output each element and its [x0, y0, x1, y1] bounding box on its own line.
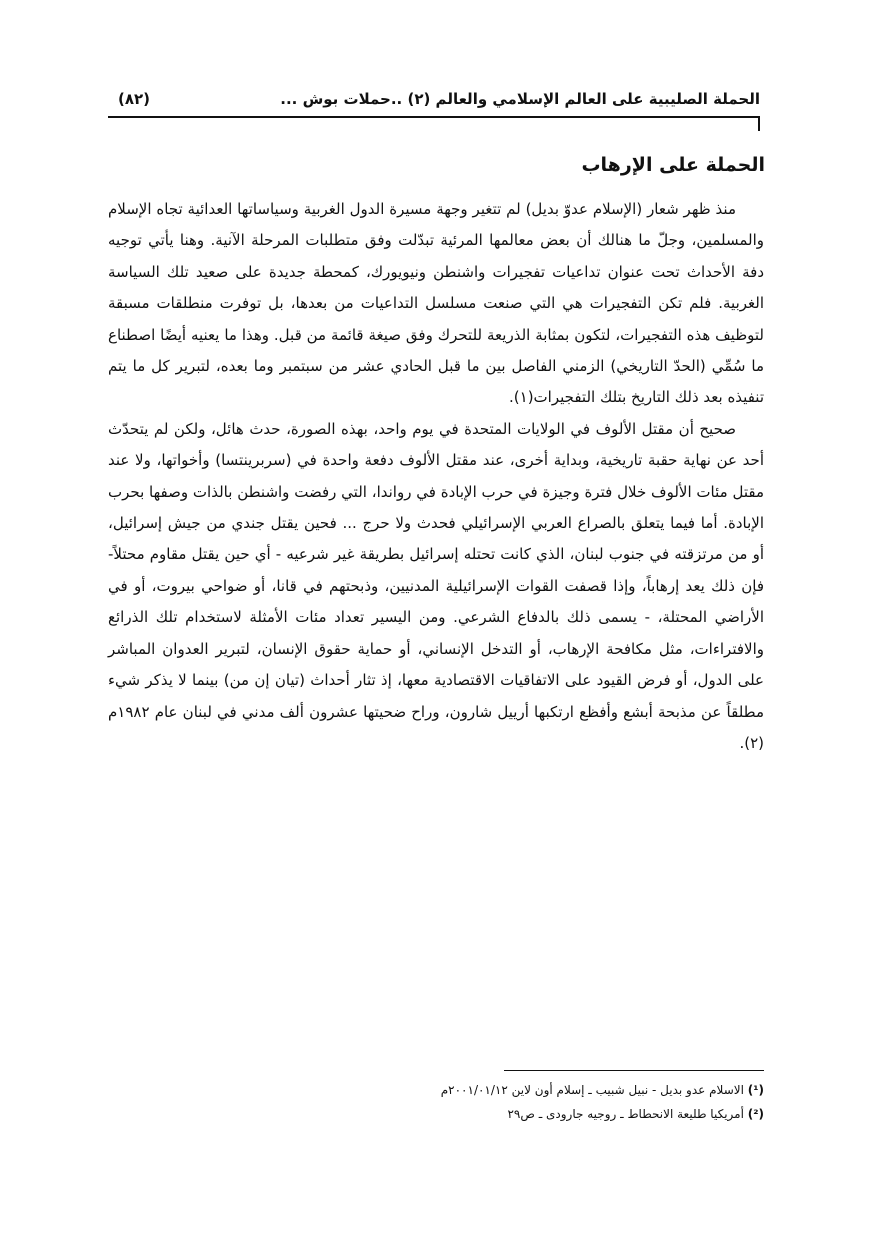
footnote	[224, 1102, 764, 1126]
footnote-marker: (²)	[747, 1107, 764, 1121]
body-text	[108, 194, 764, 759]
footnote-separator	[504, 1070, 764, 1071]
paragraph: صحيح أن مقتل الألوف في الولايات المتحدة في يوم واحد، بهذه الصورة، حدث هائل، ولكن لم يتحدّث أحد عن نهاية حقبة تاريخية، وبداية أخرى، عند مقتل الألوف دفعة واحدة في (سربرينتسا) وأخواتها، ولا عند مقتل مئات الألوف خلال فترة وجيزة في حرب الإبادة في رواندا، التي رفضت واشنطن بالذات وصفها بحرب الإبادة. أما فيما يتعلق بالصراع العربي الإسرائيلي فحدث ولا حرج ... فحين يقتل جندي من جيش إسرائيل، أو من مرتزقته في جنوب لبنان، الذي كانت تحتله إسرائيل بطريقة غير شرعيه - أي حين يقتل مقاوم محتلاً- فإن ذلك يعد إرهاباً، وإذا قصفت القوات الإسرائيلية المدنيين، وذبحتهم في قانا، أو ضواحي بيروت، أو في الأراضي المحتلة، - يسمى ذلك بالدفاع الشرعي. ومن اليسير تعداد مئات الأمثلة لاستخدام تلك الذرائع والافتراءات، مثل مكافحة الإرهاب، أو التدخل الإنساني، أو حماية حقوق الإنسان، لتبرير العدوان المباشر على الدول، أو فرض القيود على الاتفاقيات الاقتصادية معها، إذ تثار أحداث (تيان إن من) بينما لا يذكر شيء مطلقاً عن مذبحة أبشع وأفظع ارتكبها أرييل شارون، وراح ضحيتها عشرون ألف مدني في لبنان عام ١٩٨٢م (٢).	[108, 419, 764, 752]
footnote	[224, 1078, 764, 1102]
header-rule-tail	[758, 116, 760, 131]
footnotes	[224, 1078, 764, 1126]
paragraph: منذ ظهر شعار (الإسلام عدوّ بديل) لم تتغير وجهة مسيرة الدول الغربية وسياساتها العدائية تجاه الإسلام والمسلمين، وجلّ ما هنالك أن بعض معالمها المرئية تبدّلت وفق متطلبات المرحلة الآنية. وهنا يأتي توجيه دفة الأحداث تحت عنوان تداعيات تفجيرات واشنطن ونيويورك، كمحطة جديدة على صعيد تلك السياسة الغربية. فلم تكن التفجيرات هي التي صنعت مسلسل التداعيات من بعدها، بل توفرت منطلقات مسبقة لتوظيف هذه التفجيرات، لتكون بمثابة الذريعة للتحرك وفق صيغة قائمة من قبل. وهذا ما يعنيه أيضًا اصطناع ما سُمِّي (الحدّ التاريخي) الزمني الفاصل بين ما قبل الحادي عشر من سبتمبر وما بعده، لتبرير كل ما يتم تنفيذه بعد ذلك التاريخ بتلك التفجيرات(١).	[108, 200, 764, 407]
running-header	[108, 86, 760, 118]
page-number: (٨٢)	[118, 90, 151, 108]
section-heading: الحملة على الإرهاب	[581, 154, 765, 176]
footnote-marker: (¹)	[747, 1083, 764, 1097]
footnote-text: الاسلام عدو بديل - نبيل شبيب ـ إسلام أون لاين ٢٠٠١/٠١/١٢م	[440, 1083, 744, 1097]
footnote-text: أمريكيا طليعة الانحطاط ـ روجيه جارودى ـ ص٢٩	[507, 1107, 744, 1121]
running-header-title: الحملة الصليبية على العالم الإسلامي والعالم (٢) ..حملات بوش ...	[280, 90, 760, 108]
